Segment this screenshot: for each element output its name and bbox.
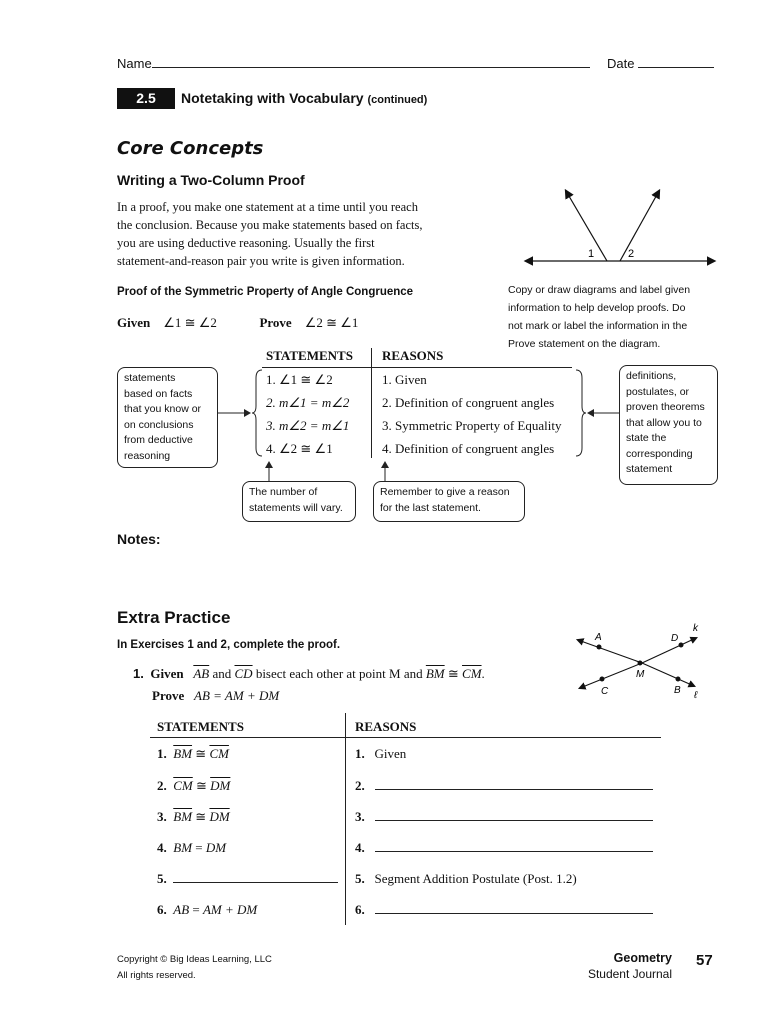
ex-reason-row[interactable] <box>355 902 653 918</box>
statement-row: 2. m∠1 = m∠2 <box>266 395 350 410</box>
ex-reasons-header: REASONS <box>355 719 417 734</box>
segment: AM + DM <box>202 902 258 917</box>
reason-row: 3. Symmetric Property of Equality <box>382 418 562 433</box>
callout-line: from deductive <box>124 434 193 446</box>
callout-line: statement <box>626 463 673 475</box>
relation: = <box>195 840 203 855</box>
diagram-note-line: Copy or draw diagrams and label given <box>508 284 691 296</box>
segment: BM <box>173 840 193 855</box>
segment: $\overline{CM}$ <box>462 666 482 681</box>
ex-statement-row <box>157 809 230 825</box>
row-number: 4. <box>355 840 365 855</box>
given-text: ∠1 ≅ ∠2 <box>163 315 217 330</box>
label-l: ℓ <box>694 690 698 701</box>
label-c: C <box>601 686 609 697</box>
given-text: bisect each other at point M and <box>255 666 423 681</box>
bisect-diagram <box>572 622 712 702</box>
segment: $\overline{DM}$ <box>210 778 231 793</box>
callout-line: statements <box>124 372 176 384</box>
header-rule <box>262 367 572 368</box>
angle-label-2: 2 <box>628 248 635 260</box>
column-divider <box>371 348 372 458</box>
callout-line: for the last statement. <box>380 501 481 514</box>
point-d <box>679 643 684 648</box>
right-callout-arrow <box>586 407 620 419</box>
name-label: Name <box>117 56 152 71</box>
answer-blank[interactable] <box>375 851 653 852</box>
callout-line: reasoning <box>124 449 171 462</box>
given-text: ≅ <box>447 666 459 681</box>
row-number: 5. <box>157 871 167 886</box>
callout-line: on conclusions <box>124 418 194 431</box>
segment: $\overline{BM}$ <box>425 666 445 681</box>
notes-label: Notes: <box>117 531 161 547</box>
ex-statement-row <box>157 840 226 856</box>
proof-title: Proof of the Symmetric Property of Angle Congruence <box>117 286 414 298</box>
ex-reason-row[interactable] <box>355 840 653 856</box>
left-callout-arrow <box>218 407 252 419</box>
answer-blank[interactable] <box>375 913 653 914</box>
name-field[interactable] <box>117 56 590 71</box>
section-badge: 2.5 <box>117 88 175 109</box>
two-column-proof-subheading: Writing a Two-Column Proof <box>117 172 305 188</box>
line-l <box>642 663 694 686</box>
callout-line: that allow you to <box>626 416 702 429</box>
given-prove-line <box>117 315 358 331</box>
angle-diagram <box>520 185 720 270</box>
row-number: 2. <box>355 778 365 793</box>
ex-statement-row <box>157 746 229 762</box>
statement-row: 4. ∠2 ≅ ∠1 <box>266 441 333 456</box>
angle-label-1: 1 <box>588 248 595 260</box>
bottom-callout-arrow <box>378 460 392 482</box>
callout-line: proven theorems <box>626 401 705 413</box>
point-m <box>638 661 643 666</box>
reasons-header: REASONS <box>382 348 444 363</box>
segment: $\overline{CM}$ <box>173 778 193 793</box>
given-text: and <box>212 666 232 681</box>
extra-practice-heading: Extra Practice <box>117 608 231 627</box>
answer-blank[interactable] <box>375 820 653 821</box>
row-number: 5. <box>355 871 365 886</box>
callout-line: corresponding <box>626 447 693 460</box>
reason-text: Given <box>374 746 407 761</box>
callout-line: definitions, <box>626 370 677 382</box>
row-number: 6. <box>157 902 167 917</box>
callout-line: that you know or <box>124 403 202 415</box>
given-text: . <box>481 666 485 681</box>
reason-row: 4. Definition of congruent angles <box>382 441 555 456</box>
left-callout <box>117 367 218 468</box>
reason-text: Segment Addition Postulate (Post. 1.2) <box>374 871 577 886</box>
paragraph-line: In a proof, you make one statement at a time until you reach <box>117 200 418 214</box>
ex-column-divider <box>345 713 346 925</box>
diagram-note-line: Prove statement on the diagram. <box>508 338 661 350</box>
page-number: 57 <box>696 952 713 969</box>
section-title-text: Notetaking with Vocabulary <box>181 90 364 106</box>
ex-reason-row[interactable] <box>355 778 653 794</box>
exercise-number: 1. <box>133 666 144 681</box>
segment: AB <box>173 902 190 917</box>
bottom-callout-reason <box>373 481 525 522</box>
ex-statements-header: STATEMENTS <box>157 719 244 734</box>
diagram-ray-right <box>620 191 659 261</box>
ex-reason-row <box>355 871 577 887</box>
ex-statement-row <box>157 778 230 794</box>
prove-label: Prove <box>259 315 292 330</box>
exercise-given <box>133 666 485 682</box>
core-concepts-heading: Core Concepts <box>117 138 264 159</box>
statement-row: 3. m∠2 = m∠1 <box>266 418 350 433</box>
label-d: D <box>671 633 679 644</box>
given-label: Given <box>117 315 151 330</box>
line-l <box>578 640 642 663</box>
paragraph-line: the conclusion. Because you make statements based on facts, <box>117 218 423 232</box>
label-k: k <box>693 623 698 634</box>
segment: $\overline{BM}$ <box>173 809 193 824</box>
copyright: Copyright © Big Ideas Learning, LLC <box>117 954 272 965</box>
callout-line: The number of <box>249 486 318 498</box>
intro-paragraph <box>117 198 422 270</box>
ex-reason-row[interactable] <box>355 809 653 825</box>
label-a: A <box>595 632 602 643</box>
left-brace <box>252 368 264 458</box>
section-title-suffix: (continued) <box>367 94 428 106</box>
book-subtitle: Student Journal <box>587 967 672 981</box>
diagram-note-line: not mark or label the information in the <box>508 320 688 332</box>
diagram-note <box>508 281 690 353</box>
row-number: 3. <box>157 809 167 824</box>
diagram-note-line: information to help develop proofs. Do <box>508 302 686 314</box>
row-number: 1. <box>355 746 365 761</box>
book-title: Geometry <box>613 951 672 965</box>
line-k <box>580 663 642 688</box>
callout-line: statements will vary. <box>249 501 343 514</box>
segment: $\overline{AB}$ <box>193 666 210 681</box>
ex-header-rule <box>150 737 661 738</box>
date-label: Date <box>607 56 635 71</box>
rights: All rights reserved. <box>117 970 196 981</box>
row-number: 3. <box>355 809 365 824</box>
relation: = <box>192 902 200 917</box>
bottom-callout-statements <box>242 481 356 522</box>
point-b <box>676 677 681 682</box>
row-number: 4. <box>157 840 167 855</box>
label-b: B <box>674 685 681 696</box>
point-c <box>600 677 605 682</box>
ex-reason-row <box>355 746 406 762</box>
segment: $\overline{DM}$ <box>209 809 230 824</box>
segment: $\overline{CD}$ <box>234 666 253 681</box>
row-number: 6. <box>355 902 365 917</box>
prove-text: ∠2 ≅ ∠1 <box>304 315 359 330</box>
bottom-callout-arrow <box>262 460 276 482</box>
row-number: 2. <box>157 778 167 793</box>
paragraph-line: statement-and-reason pair you write is given information. <box>117 254 405 268</box>
given-label: Given <box>150 666 184 681</box>
prove-label: Prove <box>152 688 185 703</box>
point-a <box>597 645 602 650</box>
diagram-ray-left <box>566 191 607 261</box>
callout-line: based on facts <box>124 387 193 400</box>
relation: ≅ <box>195 809 207 824</box>
answer-blank[interactable] <box>173 882 338 883</box>
right-brace <box>574 368 586 458</box>
ex-statement-row[interactable] <box>157 871 338 887</box>
prove-text: AB = AM + DM <box>194 688 280 703</box>
answer-blank[interactable] <box>375 789 653 790</box>
segment: $\overline{BM}$ <box>173 746 193 761</box>
ex-statement-row <box>157 902 257 918</box>
reason-row: 2. Definition of congruent angles <box>382 395 555 410</box>
relation: ≅ <box>195 746 207 761</box>
paragraph-line: you are using deductive reasoning. Usually the first <box>117 236 375 250</box>
label-m: M <box>636 669 645 680</box>
line-k <box>642 638 696 663</box>
callout-line: Remember to give a reason <box>380 486 510 498</box>
row-number: 1. <box>157 746 167 761</box>
callout-line: state the <box>626 432 667 444</box>
exercise-prove <box>152 688 279 704</box>
right-callout <box>619 365 718 485</box>
exercise-instruction: In Exercises 1 and 2, complete the proof. <box>117 639 341 651</box>
reason-row: 1. Given <box>382 372 427 387</box>
statements-header: STATEMENTS <box>266 348 353 363</box>
segment: $\overline{CM}$ <box>209 746 229 761</box>
segment: DM <box>205 840 227 855</box>
date-field[interactable] <box>607 56 714 71</box>
callout-line: postulates, or <box>626 385 690 398</box>
section-title <box>181 90 427 106</box>
relation: ≅ <box>196 778 207 793</box>
statement-row: 1. ∠1 ≅ ∠2 <box>266 372 333 387</box>
